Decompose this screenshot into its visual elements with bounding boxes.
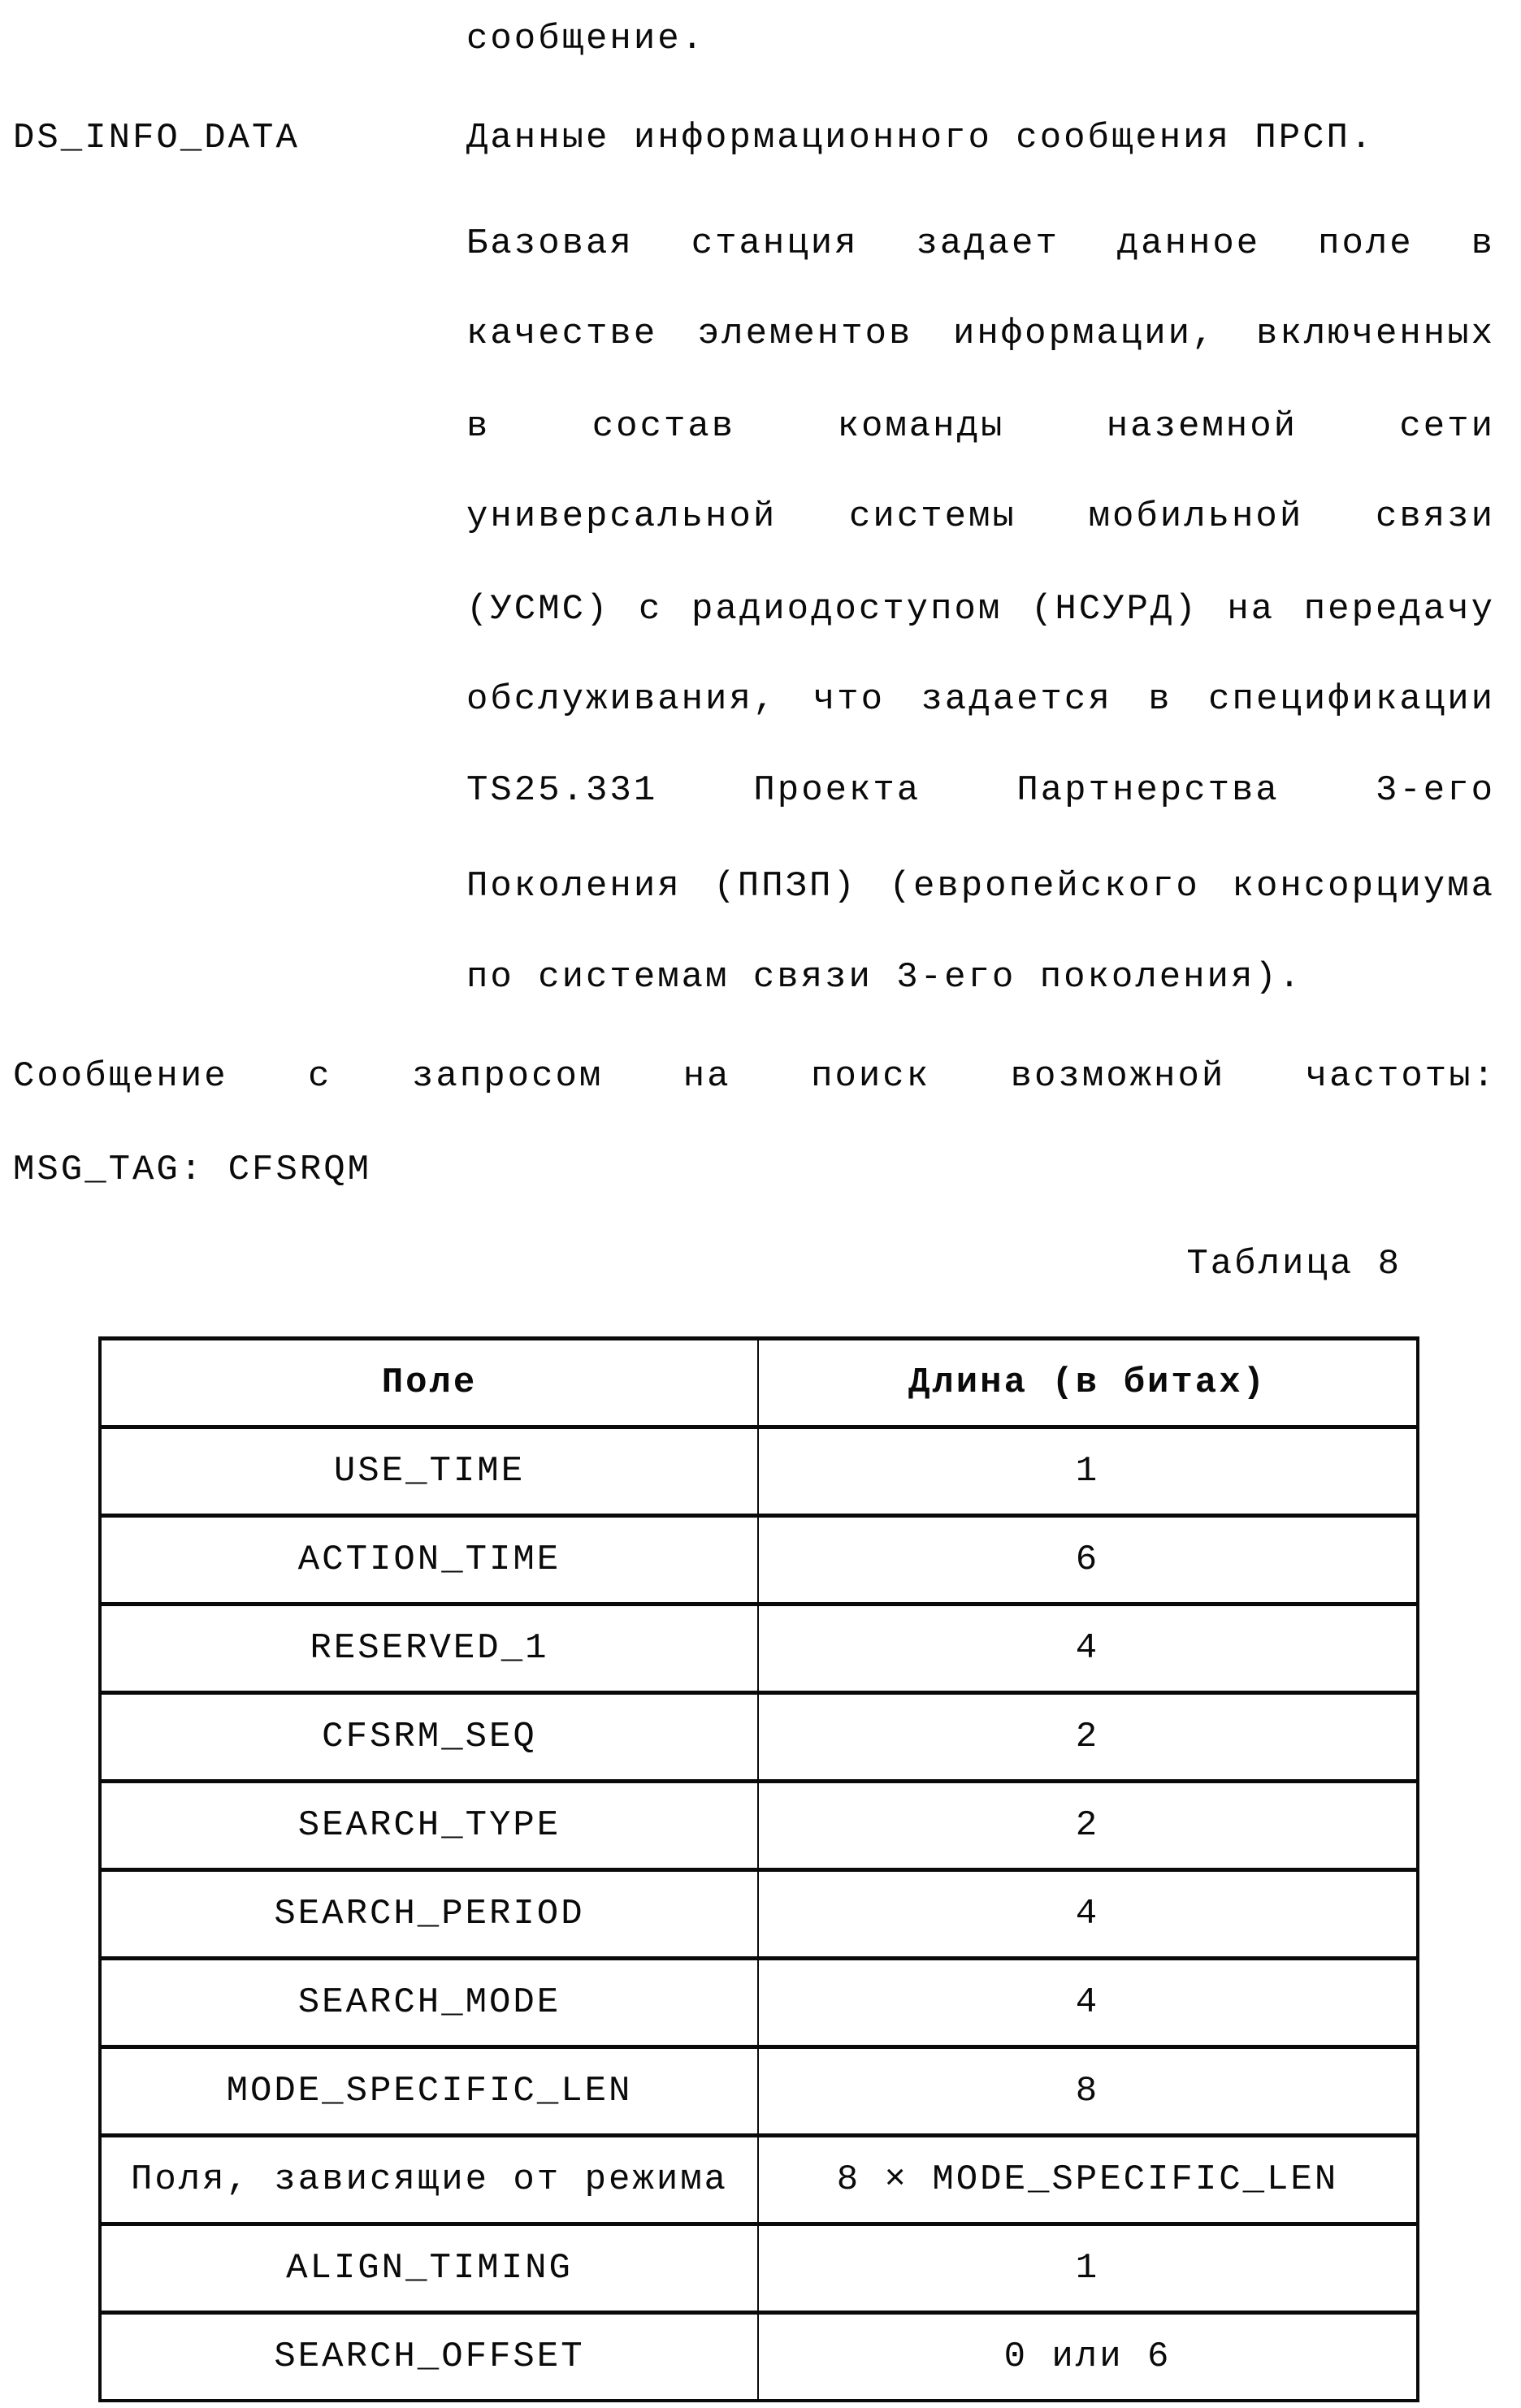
field-length-cell: 4 <box>758 1959 1418 2047</box>
field-length-cell: 1 <box>758 1427 1418 1516</box>
paragraph-line: (УСМС) с радиодоступом (НСУРД) на передачу <box>466 589 1495 630</box>
paragraph-line: Поколения (ППЗП) (европейского консорциума <box>466 866 1495 907</box>
table-row <box>100 1870 1418 1959</box>
field-length-cell: 0 или 6 <box>758 2313 1418 2402</box>
field-name-cell: MODE_SPECIFIC_LEN <box>100 2047 758 2136</box>
field-name-cell: USE_TIME <box>100 1427 758 1516</box>
field-length-cell: 6 <box>758 1516 1418 1605</box>
field-name-cell: SEARCH_TYPE <box>100 1782 758 1870</box>
column-header-length: Длина (в битах) <box>758 1339 1418 1427</box>
field-name-cell: CFSRM_SEQ <box>100 1693 758 1782</box>
table-row <box>100 1782 1418 1870</box>
field-name-cell: ACTION_TIME <box>100 1516 758 1605</box>
table-row <box>100 2224 1418 2313</box>
field-name-cell: SEARCH_MODE <box>100 1959 758 2047</box>
paragraph-line: в состав команды наземной сети <box>466 406 1495 447</box>
request-line: Сообщение с запросом на поиск возможной частоты: <box>13 1056 1497 1097</box>
field-length-cell: 2 <box>758 1782 1418 1870</box>
table-row <box>100 2047 1418 2136</box>
field-description: Данные информационного сообщения ПРСП. <box>466 118 1375 158</box>
field-label: DS_INFO_DATA <box>13 118 300 158</box>
table-row <box>100 2313 1418 2402</box>
field-length-cell: 8 × MODE_SPECIFIC_LEN <box>758 2136 1418 2224</box>
table-row <box>100 1427 1418 1516</box>
table-row <box>100 1693 1418 1782</box>
table-row <box>100 1516 1418 1605</box>
field-length-cell: 4 <box>758 1605 1418 1693</box>
field-length-cell: 8 <box>758 2047 1418 2136</box>
fields-table <box>98 1336 1419 2402</box>
table-header-row <box>100 1339 1418 1427</box>
paragraph-line: Базовая станция задает данное поле в <box>466 223 1495 264</box>
column-header-field: Поле <box>100 1339 758 1427</box>
paragraph-line: качестве элементов информации, включенных <box>466 314 1495 354</box>
field-name-cell: Поля, зависящие от режима <box>100 2136 758 2224</box>
table-row <box>100 1605 1418 1693</box>
field-length-cell: 2 <box>758 1693 1418 1782</box>
field-name-cell: ALIGN_TIMING <box>100 2224 758 2313</box>
continuation-line: сообщение. <box>466 19 706 59</box>
table-caption: Таблица 8 <box>1186 1244 1402 1284</box>
msg-tag-line: MSG_TAG: CFSRQM <box>13 1150 372 1190</box>
paragraph-line: универсальной системы мобильной связи <box>466 496 1495 537</box>
field-length-cell: 4 <box>758 1870 1418 1959</box>
field-name-cell: RESERVED_1 <box>100 1605 758 1693</box>
table-row <box>100 1959 1418 2047</box>
field-length-cell: 1 <box>758 2224 1418 2313</box>
field-name-cell: SEARCH_OFFSET <box>100 2313 758 2402</box>
paragraph-line: TS25.331 Проекта Партнерства 3-его <box>466 770 1495 811</box>
paragraph-line: по системам связи 3-его поколения). <box>466 957 1303 998</box>
table-row <box>100 2136 1418 2224</box>
field-name-cell: SEARCH_PERIOD <box>100 1870 758 1959</box>
paragraph-line: обслуживания, что задается в спецификации <box>466 679 1495 720</box>
